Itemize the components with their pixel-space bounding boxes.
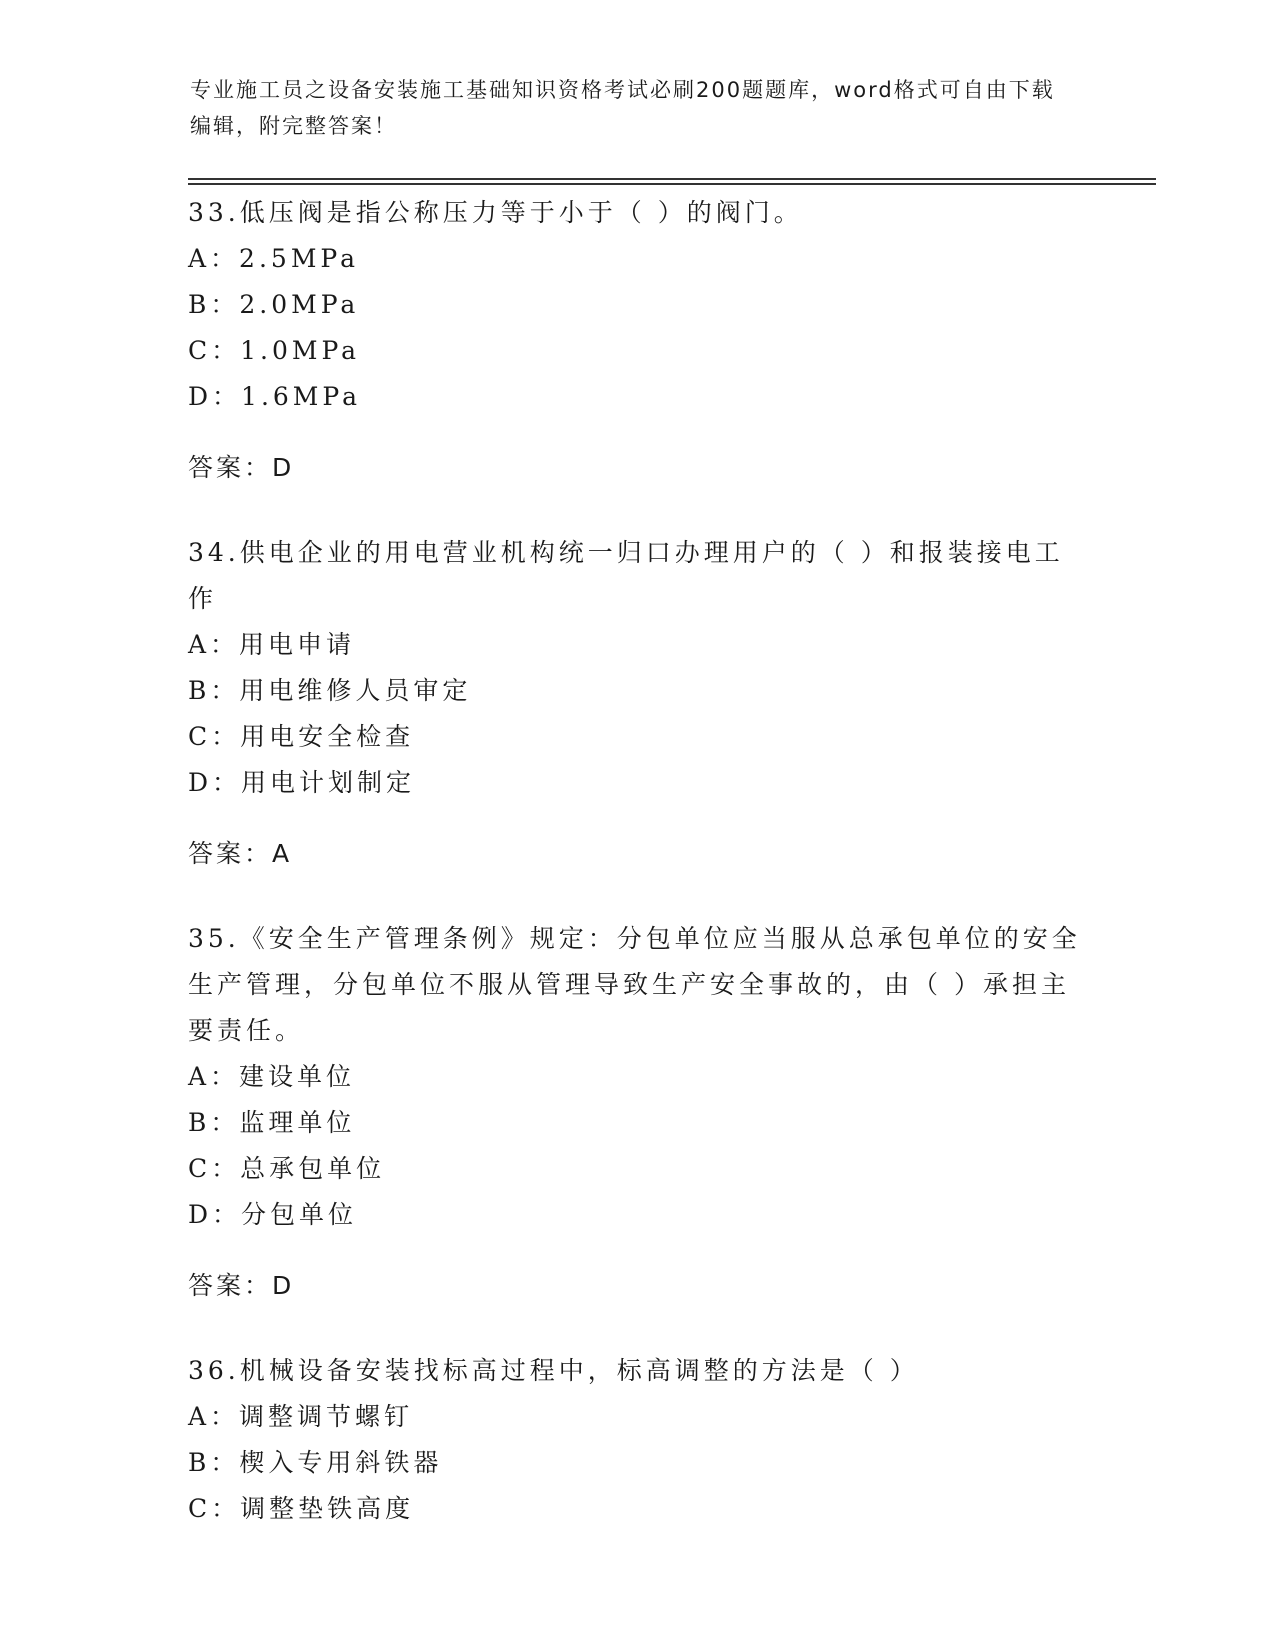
option-c: C：1.0MPa (188, 336, 361, 365)
option-a: A：2.5MPa (188, 244, 360, 273)
option-b: B：用电维修人员审定 (188, 676, 472, 705)
answer: 答案：D (188, 1271, 295, 1300)
option-b: B：监理单位 (188, 1108, 356, 1137)
header-divider-bottom (188, 183, 1156, 185)
option-c: C：总承包单位 (188, 1154, 386, 1183)
option-a: A：用电申请 (188, 630, 356, 659)
option-c: C：用电安全检查 (188, 722, 415, 751)
option-a: A：建设单位 (188, 1062, 356, 1091)
question-stem: 35.《安全生产管理条例》规定：分包单位应当服从总承包单位的安全生产管理，分包单位不服从管理导致生产安全事故的，由（ ）承担主要责任。 (188, 924, 1081, 1045)
option-b: B：2.0MPa (188, 290, 360, 319)
question-stem: 34.供电企业的用电营业机构统一归口办理用户的（ ）和报装接电工作 (188, 538, 1064, 613)
option-c: C：调整垫铁高度 (188, 1494, 415, 1523)
question-list (188, 190, 1088, 1571)
header-divider-top (188, 178, 1156, 180)
question-36 (188, 1348, 1088, 1532)
option-a: A：调整调节螺钉 (188, 1402, 414, 1431)
question-34 (188, 530, 1088, 877)
option-d: D：分包单位 (188, 1200, 358, 1229)
answer: 答案：A (188, 839, 293, 868)
option-b: B：楔入专用斜铁器 (188, 1448, 443, 1477)
question-stem: 33.低压阀是指公称压力等于小于（ ）的阀门。 (188, 198, 803, 227)
option-d: D：1.6MPa (188, 382, 362, 411)
option-d: D：用电计划制定 (188, 768, 416, 797)
document-header: 专业施工员之设备安装施工基础知识资格考试必刷200题题库，word格式可自由下载编辑，附完整答案！ (190, 78, 1055, 138)
question-35 (188, 916, 1088, 1309)
question-33 (188, 190, 1088, 491)
question-stem: 36.机械设备安装找标高过程中，标高调整的方法是（ ） (188, 1356, 919, 1385)
answer: 答案：D (188, 453, 295, 482)
